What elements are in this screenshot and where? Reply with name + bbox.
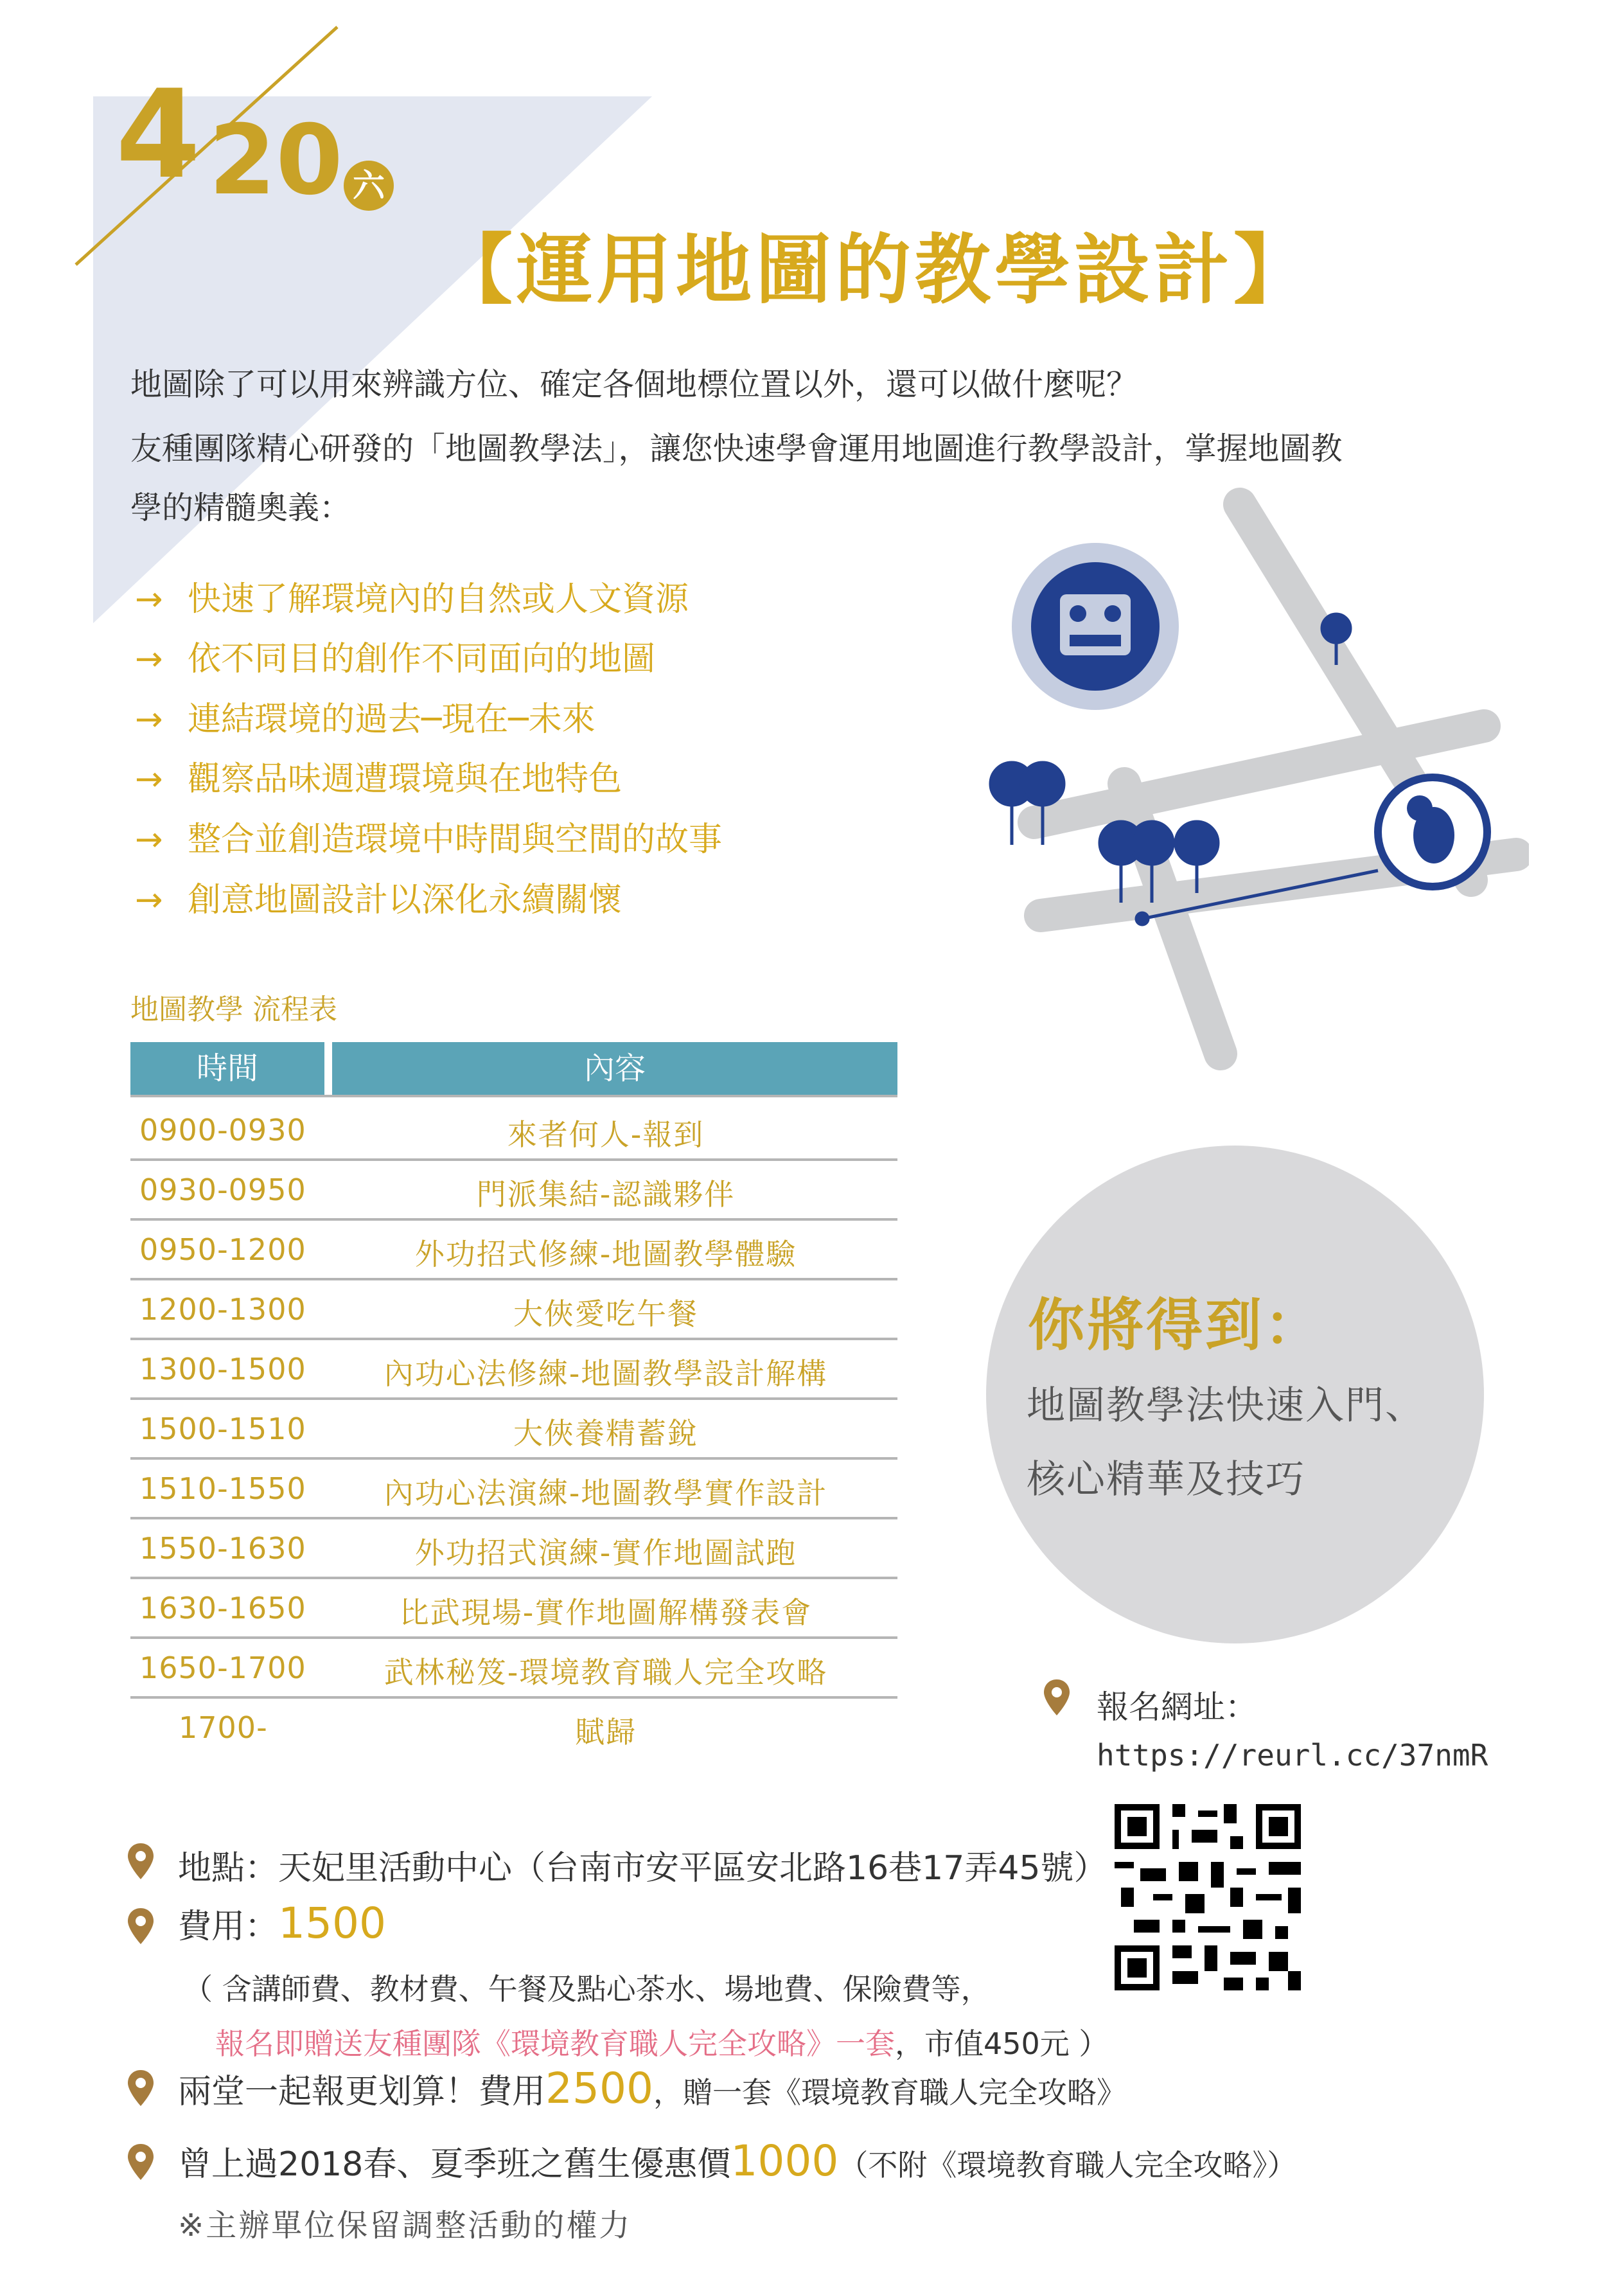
intro-line-1: 地圖除了可以用來辨識方位、確定各個地標位置以外，還可以做什麼呢？ — [130, 366, 1138, 403]
fee-note-2: 報名即贈送友種團隊《環境教育職人完全攻略》一套，市值450元 ） — [215, 2026, 1109, 2061]
benefit-title: 你將得到： — [1028, 1292, 1324, 1358]
location-info: 地點：天妃里活動中心（台南市安平區安北路16巷17弄45號） — [178, 1849, 1108, 1888]
bird-icon — [1378, 777, 1487, 887]
schedule-caption: 地圖教學 流程表 — [130, 993, 337, 1026]
location-pin-icon — [127, 1842, 155, 1881]
location-pin-icon — [127, 2143, 155, 2181]
location-pin-icon — [127, 1907, 155, 1945]
qr-code[interactable] — [1115, 1804, 1301, 1990]
page-title: 【運用地圖的教學設計】 — [437, 226, 1314, 314]
table-row: 1630-1650 比武現場-實作地圖解構發表會 — [130, 1577, 897, 1639]
table-row: 1300-1500 內功心法修練-地圖教學設計解構 — [130, 1338, 897, 1400]
table-row: 1550-1630 外功招式演練-實作地圖試跑 — [130, 1517, 897, 1579]
disclaimer: ※主辦單位保留調整活動的權力 — [178, 2208, 632, 2244]
bullet-item: → 連結環境的過去─現在─未來 — [135, 700, 596, 739]
arrow-icon: → — [135, 881, 163, 919]
background-triangle — [0, 0, 707, 642]
bullet-item: → 快速了解環境內的自然或人文資源 — [135, 580, 689, 619]
date-weekday-badge: 六 — [344, 161, 394, 211]
location-pin-icon — [127, 2069, 155, 2107]
alumni-offer: 曾上過2018春、夏季班之舊生優惠價1000（不附《環境教育職人完全攻略》） — [178, 2136, 1297, 2186]
table-row: 1510-1550 內功心法演練-地圖教學實作設計 — [130, 1457, 897, 1519]
schedule-header-time: 時間 — [130, 1042, 324, 1095]
bullet-item: → 整合並創造環境中時間與空間的故事 — [135, 820, 723, 859]
registration-url[interactable]: https://reurl.cc/37nmR — [1097, 1738, 1488, 1773]
benefit-line-1: 地圖教學法快速入門、 — [1027, 1383, 1425, 1428]
bullet-item: → 依不同目的創作不同面向的地圖 — [135, 640, 656, 678]
schedule-header-content: 內容 — [332, 1042, 897, 1095]
fee-note-1: （ 含講師費、教材費、午餐及點心茶水、場地費、保險費等， — [183, 1972, 991, 2006]
table-row: 1650-1700 武林秘笈-環境教育職人完全攻略 — [130, 1636, 897, 1699]
location-pin-icon — [1043, 1678, 1071, 1717]
arrow-icon: → — [135, 640, 163, 678]
fee-info: 費用：1500 — [178, 1899, 386, 1948]
table-row: 0900-0930 來者何人-報到 — [130, 1099, 897, 1161]
benefit-line-2: 核心精華及技巧 — [1027, 1457, 1305, 1502]
bullet-item: → 觀察品味週遭環境與在地特色 — [135, 760, 622, 799]
arrow-icon: → — [135, 700, 163, 739]
pair-offer: 兩堂一起報更划算！費用2500，贈一套《環境教育職人完全攻略》 — [178, 2064, 1126, 2113]
table-row: 1700- 賦歸 — [179, 1710, 637, 1749]
fee-price: 1500 — [278, 1899, 386, 1948]
intro-line-3: 學的精髓奧義： — [130, 490, 351, 526]
arrow-icon: → — [135, 580, 163, 619]
arrow-icon: → — [135, 820, 163, 859]
table-row: 0950-1200 外功招式修練-地圖教學體驗 — [130, 1218, 897, 1280]
intro-line-2: 友種團隊精心研發的「地圖教學法」，讓您快速學會運用地圖進行教學設計，掌握地圖教 — [130, 430, 1343, 467]
date-month: 4 — [116, 64, 201, 206]
table-row: 1500-1510 大俠養精蓄銳 — [130, 1397, 897, 1460]
map-illustration — [951, 475, 1529, 1086]
registration-label: 報名網址： — [1097, 1688, 1257, 1726]
bullet-item: → 創意地圖設計以深化永續關懷 — [135, 881, 622, 919]
schedule-divider — [130, 1095, 897, 1097]
table-row: 0930-0950 門派集結-認識夥伴 — [130, 1158, 897, 1221]
date-day: 20 — [209, 105, 343, 217]
arrow-icon: → — [135, 760, 163, 799]
temple-mask-icon — [1012, 543, 1179, 710]
table-row: 1200-1300 大俠愛吃午餐 — [130, 1278, 897, 1340]
